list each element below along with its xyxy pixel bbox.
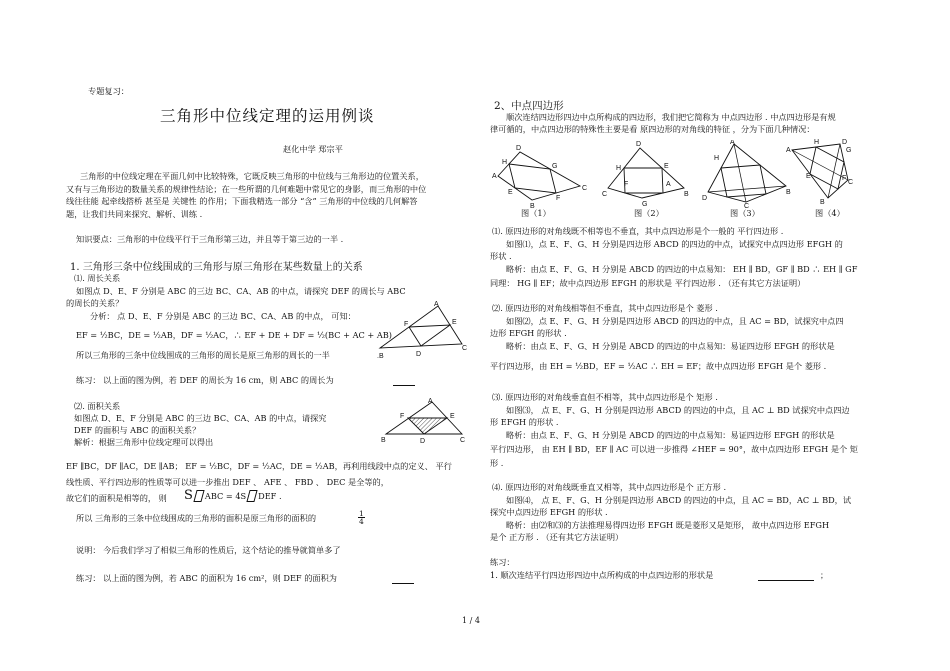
- svg-text:H: H: [814, 139, 820, 146]
- s1-exercise: 练习： 以上面的图为例，若 DEF 的周长为 16 cm，则 ABC 的周长为: [76, 375, 334, 385]
- svg-text:E: E: [450, 413, 455, 420]
- svg-text:C: C: [460, 437, 466, 444]
- svg-text:B: B: [820, 199, 825, 206]
- svg-text:C: C: [744, 203, 750, 208]
- svg-text:E: E: [452, 319, 457, 326]
- s1-sub1: ⑴. 周长关系: [74, 273, 121, 283]
- svg-text:C: C: [848, 179, 854, 186]
- svg-text:A: A: [492, 173, 497, 180]
- section2-title: 2、中点四边形: [494, 100, 564, 112]
- svg-text:D: D: [420, 438, 426, 445]
- fig-label-1: 图（1）: [521, 208, 551, 218]
- s1-analysis2: 解析：根据三角形中位线定理可以得出: [74, 437, 214, 447]
- author-line: 赵化中学 郑宗平: [283, 144, 343, 154]
- case2-title: ⑵. 原四边形的对角线相等但不垂直，其中点四边形是个 菱形 .: [492, 303, 718, 313]
- practice-1: 1. 顺次连结平行四边形四边中点所构成的中点四边形的形状是: [490, 570, 714, 580]
- case2-question-2: 边形 EFGH 的形状 .: [490, 328, 567, 338]
- topic-tag: 专题复习：: [88, 86, 129, 96]
- svg-text:E: E: [508, 189, 513, 196]
- svg-text:A: A: [730, 140, 735, 146]
- svg-text:A: A: [786, 147, 791, 154]
- svg-text:B: B: [381, 437, 386, 444]
- svg-text:.B: .B: [377, 353, 384, 360]
- case2-analysis-2: 平行四边形，由 EH = ½BD，EF = ½AC ∴ EH = EF；故中点四边形 EFGH 是个 菱形 .: [490, 361, 827, 371]
- case2-question: 如图⑵，点 E、F、G、H 分别是四边形 ABCD 的四边的中点，且 AC = BD，试探究中点四: [506, 316, 844, 326]
- page-title: 三角形中位线定理的运用例谈: [160, 107, 375, 125]
- triangle-figure-2: [380, 398, 468, 446]
- s1-analysis: 分析： 点 D、E、F 分别是 ABC 的三边 BC、CA、AB 的中点， 可知：: [90, 311, 356, 321]
- case1-title: ⑴. 原四边形的对角线既不相等也不垂直，其中点四边形是个一般的 平行四边形 .: [492, 226, 784, 236]
- case3-title: ⑶. 原四边形的对角线垂直但不相等，其中点四边形是个 矩形 .: [492, 392, 718, 402]
- answer-blank[interactable]: [393, 375, 415, 386]
- svg-text:F: F: [556, 195, 561, 202]
- practice-title: 练习：: [490, 557, 515, 567]
- svg-text:C: C: [602, 191, 608, 198]
- svg-text:A: A: [434, 301, 439, 308]
- svg-text:D: D: [702, 195, 708, 202]
- s1-q2: 如图点 D、E、F 分别是 ABC 的三边 BC、CA、AB 的中点，请探究: [74, 413, 327, 423]
- quad-figure-2: [602, 140, 690, 208]
- svg-text:D: D: [416, 351, 422, 358]
- svg-text:C: C: [582, 185, 588, 192]
- quad-figure-3: [700, 140, 796, 208]
- case1-question-2: 形状 .: [490, 251, 512, 261]
- fig-label-2: 图（2）: [634, 208, 664, 218]
- svg-text:F: F: [624, 181, 629, 188]
- case3-analysis-3: 形 .: [490, 458, 504, 468]
- s1-conclusion: 所以三角形的三条中位线围成的三角形的周长是原三角形的周长的一半: [76, 350, 330, 360]
- s1-formula2: EF ∥BC，DF ∥AC，DE ∥AB； EF = ½BC，DF = ½AC，DE = ½AB，再利用线段中点的定义、 平行: [66, 461, 452, 471]
- section1-title: 1. 三角形三条中位线围成的三角形与原三角形在某些数量上的关系: [70, 262, 363, 273]
- s1-q1: 如图点 D、E、F 分别是 ABC 的三边 BC、CA、AB 的中点，请探究 DEF 的周长与 ABC: [76, 286, 406, 296]
- knowledge-point: 知识要点：三角形的中位线平行于三角形第三边，并且等于第三边的一半 .: [76, 234, 344, 244]
- svg-text:D: D: [842, 139, 848, 146]
- case4-title: ⑷. 原四边形的对角线既垂直又相等，其中点四边形是个 正方形 .: [492, 482, 727, 492]
- case3-analysis: 略析：由点 E、F、G、H 分别是 ABCD 的四边的中点易知：易证四边形 EFGH 的形状是: [506, 430, 835, 440]
- svg-text:C: C: [462, 345, 468, 352]
- svg-text:E: E: [664, 163, 669, 170]
- case4-analysis: 略析：由⑵和⑶的方法推理易得四边形 EFGH 既是菱形又是矩形， 故中点四边形 EFGH: [506, 520, 830, 530]
- svg-text:H: H: [502, 159, 508, 166]
- fig-label-4: 图（4）: [815, 208, 845, 218]
- quad-figure-4: [786, 138, 856, 210]
- case4-question-2: 探究中点四边形 EFGH 的形状 .: [490, 507, 608, 517]
- s2-intro-2: 律可循的，中点四边形的特殊性主要是看 原四边形的对角线的特征 ，分为下面几种情况：: [490, 124, 815, 134]
- fig-label-3: 图（3）: [730, 208, 760, 218]
- practice-1-end: ；: [820, 570, 829, 580]
- case2-analysis: 略析：由点 E、F、G、H 分别是 ABCD 的四边的中点易知：易证四边形 EFGH 的形状是: [506, 341, 835, 351]
- case1-analysis-2: 同理： HG ∥ EF；故中点四边形 EFGH 的形状是 平行四边形 . （还有其它方法证明）: [490, 278, 806, 288]
- svg-text:B: B: [530, 203, 535, 208]
- quarter-fraction: $\frac{1}{4}$: [359, 509, 364, 526]
- svg-text:G: G: [552, 163, 558, 170]
- case3-question-2: 形 EFGH 的形状 .: [490, 417, 559, 427]
- svg-text:H: H: [616, 165, 622, 172]
- answer-blank-2[interactable]: [392, 573, 414, 584]
- svg-text:D: D: [516, 145, 522, 152]
- case3-analysis-2: 平行四边形， 由 EH ∥ BD，EF ∥ AC 可以进一步推得 ∠HEF = 90°，故中点四边形 EFGH 是个 矩: [490, 444, 858, 454]
- s1-conclusion2: 所以 三角形的三条中位线围成的三角形的面积是原三角形的面积的: [76, 513, 317, 523]
- area-relation: S ABC = 4S DEF .: [184, 488, 282, 503]
- quad-figure-1: [490, 140, 590, 208]
- svg-text:D: D: [636, 141, 642, 148]
- s1-note: 说明： 今后我们学习了相似三角形的性质后，这个结论的推导就简单多了: [76, 545, 341, 555]
- intro-paragraph: 三角形的中位线定理在平面几何中比较特殊，它既反映三角形的中位线与三角形边的位置关系，又有与三角形边的数量关系的规律性结论；在一些所谓的几何难题中常见它的身影，而三角形的中位线往往能 起牵线搭桥 甚至是 关键性 的作用；下面我精选一部分 “含” 三角形的中位线的几何解答题，让我们共同来探究、解析、训练 .: [66, 171, 427, 219]
- triangle-figure-1: [376, 300, 468, 362]
- svg-text:B: B: [786, 189, 791, 196]
- page-number: 1 / 4: [462, 616, 480, 625]
- s1-q1b: 的周长的关系？: [66, 298, 124, 308]
- svg-text:F: F: [404, 321, 409, 328]
- s2-intro-1: 顺次连结四边形四边中点所构成的四边形，我们把它简称为 中点四边形 . 中点四边形是有规: [506, 112, 836, 122]
- svg-text:G: G: [642, 201, 648, 208]
- case4-analysis-2: 是个 正方形 . （还有其它方法证明）: [490, 532, 624, 542]
- case4-question: 如图⑷， 点 E、F、G、H 分别是四边形 ABCD 的四边的中点，且 AC = BD，AC ⊥ BD，试: [506, 495, 852, 505]
- svg-text:B: B: [684, 191, 689, 198]
- case3-question: 如图⑶， 点 E、F、G、H 分别是四边形 ABCD 的四边的中点，且 AC ⊥ BD 试探究中点四边: [506, 405, 850, 415]
- case1-question: 如图⑴，点 E、F、G、H 分别是四边形 ABCD 的四边的中点，试探究中点四边形 EFGH 的: [506, 239, 843, 249]
- practice-1-blank[interactable]: [758, 570, 814, 581]
- s1-formula2c: 故它们的面积是相等的， 则: [66, 493, 167, 503]
- svg-text:A: A: [428, 398, 433, 405]
- svg-text:E: E: [806, 173, 811, 180]
- s1-formula: EF = ½BC，DE = ½AB，DF = ½AC，∴ EF + DE + DF = ½(BC + AC + AB): [76, 330, 392, 340]
- svg-text:G: G: [846, 147, 852, 154]
- svg-text:H: H: [714, 155, 720, 162]
- case1-analysis: 略析：由点 E、F、G、H 分别是 ABCD 的四边的中点易知： EH ∥ BD，GF ∥ BD ∴ EH ∥ GF: [506, 264, 858, 274]
- svg-text:A: A: [666, 181, 671, 188]
- s1-exercise2: 练习： 以上面的图为例，若 ABC 的面积为 16 cm²，则 DEF 的面积为: [76, 573, 337, 583]
- s1-sub2: ⑵. 面积关系: [74, 401, 121, 411]
- s1-formula2b: 线性质、平行四边形的性质等可以进一步推出 DEF 、 AFE 、 FBD 、 DEC 是全等的，: [66, 477, 389, 487]
- s1-q2b: DEF 的面积与 ABC 的面积关系？: [74, 425, 201, 435]
- svg-text:F: F: [400, 413, 405, 420]
- svg-text:F: F: [842, 175, 847, 182]
